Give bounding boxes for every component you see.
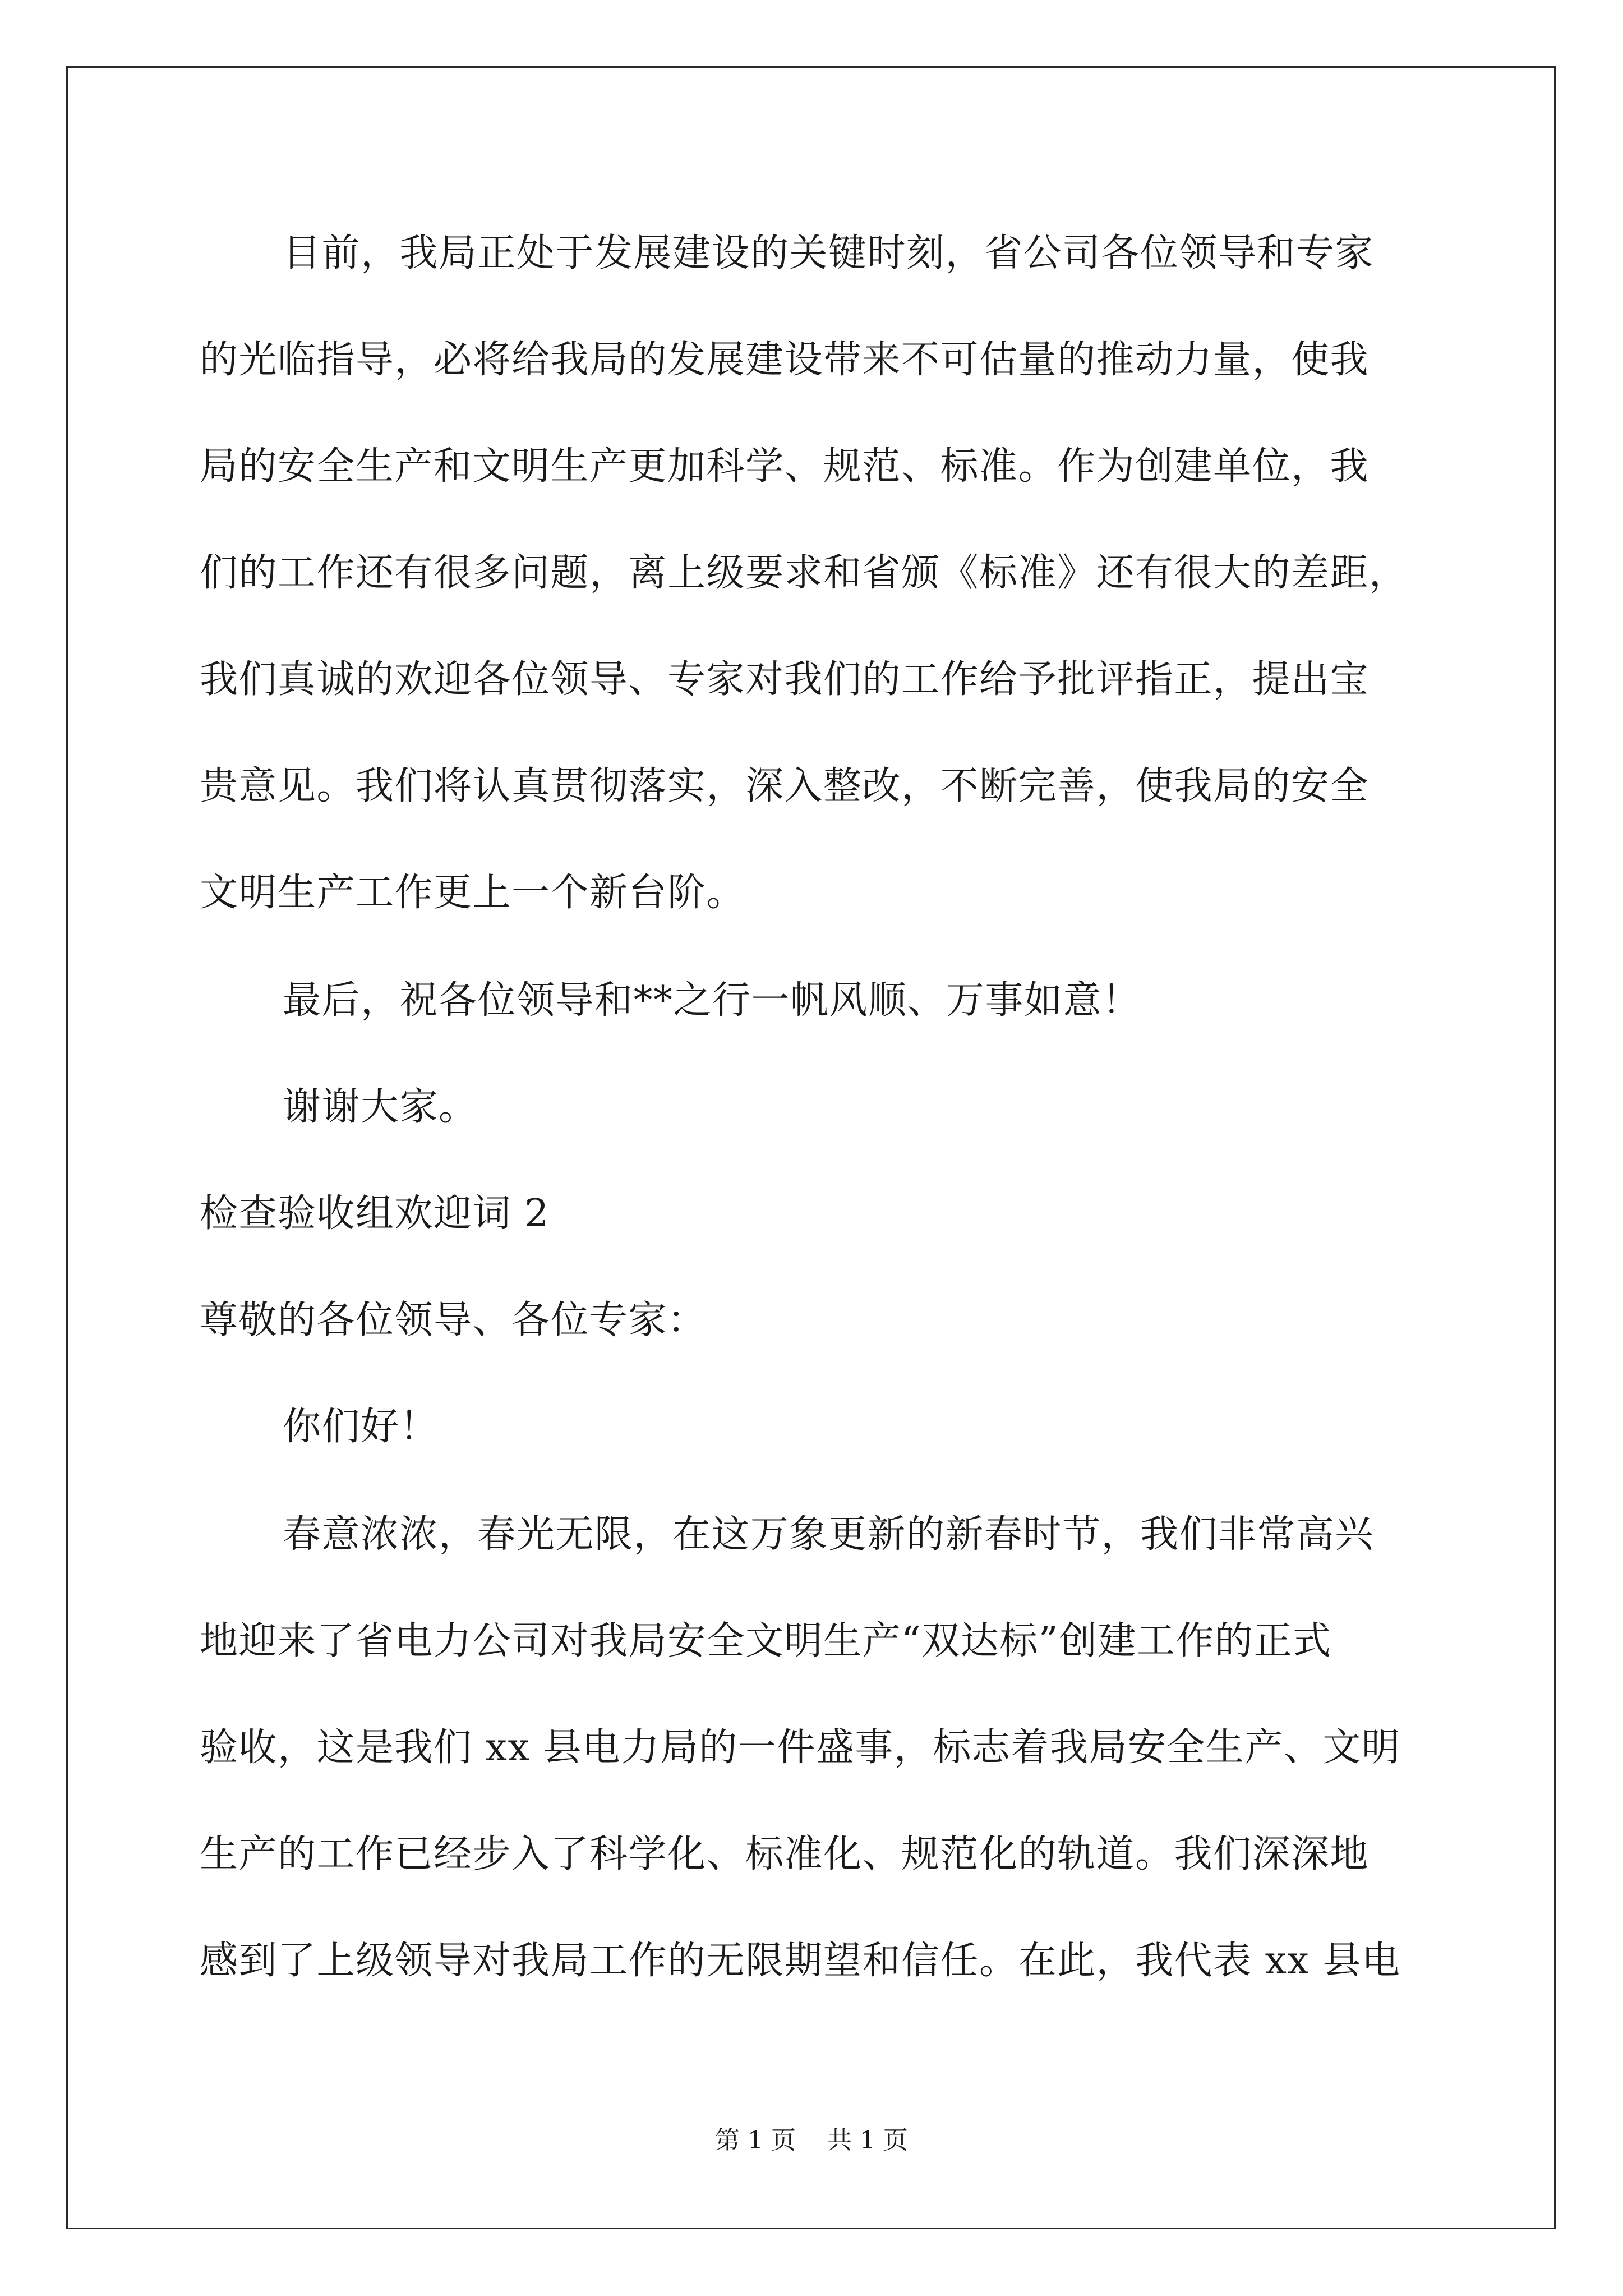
paragraph-line: 局的安全生产和文明生产更加科学、规范、标准。作为创建单位，我 [200, 444, 1370, 489]
page-footer: 第 1 页 共 1 页 [715, 2126, 908, 2155]
paragraph-line: 地迎来了省电力公司对我局安全文明生产“双达标”创建工作的正式 [200, 1619, 1332, 1663]
paragraph-line: 我们真诚的欢迎各位领导、专家对我们的工作给予批评指正，提出宝 [200, 657, 1370, 702]
paragraph-line: 验收，这是我们 xx 县电力局的一件盛事，标志着我局安全生产、文明 [200, 1726, 1401, 1770]
section-heading: 检查验收组欢迎词 2 [200, 1191, 550, 1236]
paragraph-line: 目前，我局正处于发展建设的关键时刻，省公司各位领导和专家 [283, 231, 1375, 275]
closing-wish: 最后，祝各位领导和**之行一帆风顺、万事如意！ [283, 978, 1141, 1023]
paragraph-line: 贵意见。我们将认真贯彻落实，深入整改，不断完善，使我局的安全 [200, 764, 1370, 808]
paragraph-line: 春意浓浓，春光无限，在这万象更新的新春时节，我们非常高兴 [283, 1512, 1375, 1557]
paragraph-line: 们的工作还有很多问题，离上级要求和省颁《标准》还有很大的差距， [200, 551, 1408, 595]
salutation: 尊敬的各位领导、各位专家： [200, 1298, 707, 1342]
paragraph-line: 生产的工作已经步入了科学化、标准化、规范化的轨道。我们深深地 [200, 1832, 1370, 1876]
paragraph-line: 感到了上级领导对我局工作的无限期望和信任。在此，我代表 xx 县电 [200, 1939, 1401, 1983]
greeting: 你们好！ [283, 1405, 439, 1449]
paragraph-line: 的光临指导，必将给我局的发展建设带来不可估量的推动力量，使我 [200, 338, 1370, 382]
thanks-line: 谢谢大家。 [283, 1085, 478, 1129]
paragraph-line: 文明生产工作更上一个新台阶。 [200, 871, 746, 915]
page-border [66, 66, 1556, 2229]
